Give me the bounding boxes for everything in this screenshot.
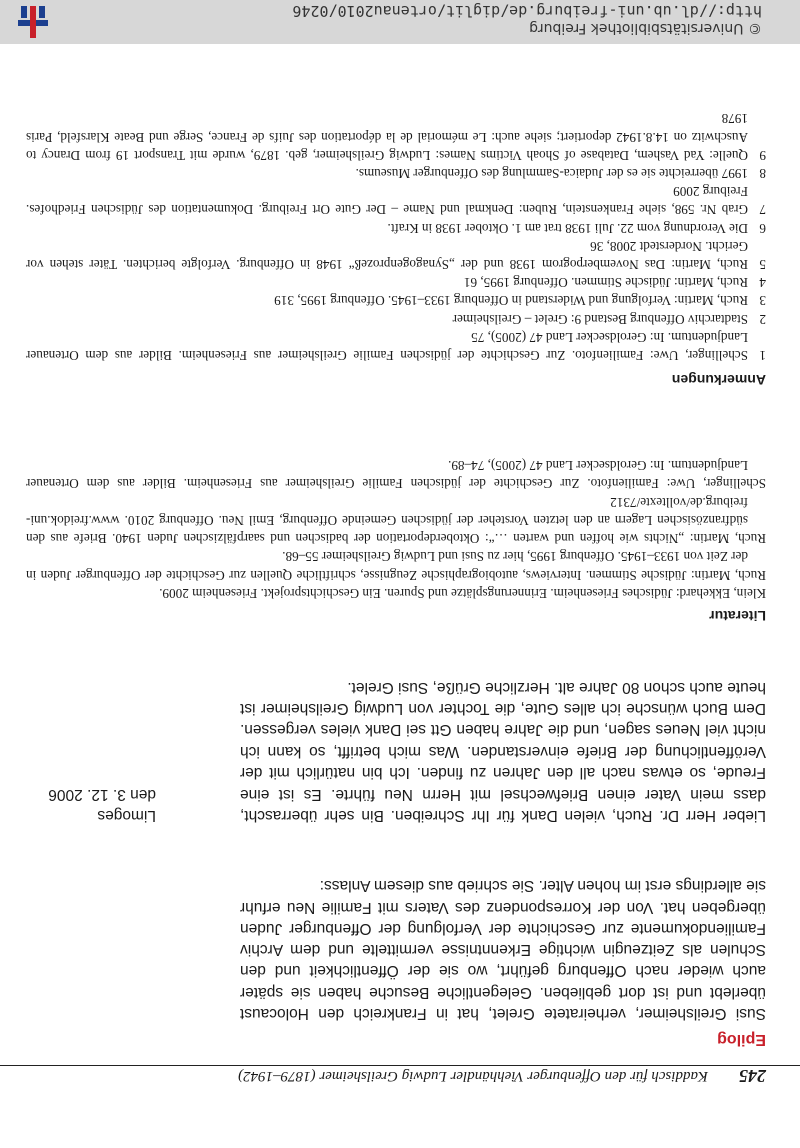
anmerkungen-heading: Anmerkungen — [671, 372, 766, 388]
footnote-number: 9 — [759, 147, 766, 163]
letter-text: Lieber Herr Dr. Ruch, vielen Dank für Ihr Schreiben. Bin sehr überrascht, dass mein Vater einen Briefwechsel mit Herrn Neu führte. Es ist eine Freude, so etwas nach all den Jahren zu finden. Ich bin natürlich mit der Veröffentlichung der Briefe einverstanden. Was mich betrifft, so kann ich nicht viel Neues sagen, und die Jahre haben Gtt sei Dank vieles vergessen. Dem Buch wünsche ich alles Gute, die Tochter von Ludwig Greilsheimer ist heute auch schon 80 Jahre alt. Herzliche Grüße, Susi Grelet. — [240, 678, 766, 824]
footnote-text: Schellinger, Uwe: Familienfoto. Zur Geschichte der jüdischen Familie Greilsheimer aus Friesenheim. Bilder aus dem Ortenauer Landjudentum. In: Geroldsecker Land 47 (2005), 75 — [26, 329, 748, 363]
document-url[interactable]: http://dl.ub.uni-freiburg.de/diglit/ortenau2010/0246 — [292, 2, 762, 20]
copyright-notice: © Universitätsbibliothek Freiburg — [529, 20, 762, 36]
footnote-number: 1 — [759, 348, 766, 363]
footnote-number: 3 — [759, 293, 766, 309]
page-number: 245 — [739, 1066, 766, 1086]
literatur-entry: Ruch, Martin: „Nichts wie hoffen und warten …“: Oktoberdeportation der badischen und saarpfälzischen Juden 1940. Briefe aus den südfranzösischen Lagern an den letzten Vorsteher der jüdischen Gemeinde Offenburg, Emil Neu. Offenburg 2010. www.freidok.uni-freiburg.de/volltexte/7312 — [26, 494, 766, 547]
literatur-entry: Ruch, Martin: Jüdische Stimmen. Interviews, autobiographische Zeugnisse, schriftliche Quellen zur Geschichte der Offenburger Juden in der Zeit von 1933–1945. Offenburg 1995, hier zu Susi und Ludwig Greilsheimer 55–68. — [26, 549, 766, 583]
footnote-text: Ruch, Martin: Jüdische Stimmen. Offenburg 1995, 61 — [463, 275, 748, 291]
footnote — [26, 291, 766, 309]
footnote — [26, 109, 766, 164]
footnote-text: Ruch, Martin: Verfolgung und Widerstand in Offenburg 1933–1945. Offenburg 1995, 319 — [274, 293, 748, 309]
footnote-text: Grab Nr. 598, siehe Frankenstein, Ruben: Denkmal und Name – Der Gute Ort Freiburg. Dokumentation des Jüdischen Friedhofes. Freiburg 2009 — [26, 184, 748, 218]
literatur-entry: Klein, Ekkehard: Jüdisches Friesenheim. Erinnerungsplätze und Spuren. Ein Geschichtsprojekt. Friesenheim 2009. — [159, 586, 766, 601]
literatur-entry: Schellinger, Uwe: Familienfoto. Zur Geschichte der jüdischen Familie Greilsheimer aus Friesenheim. Bilder aus dem Ortenauer Landjudentum. In: Geroldsecker Land 47 (2005), 74–89. — [26, 457, 766, 492]
document-url-bar — [0, 0, 800, 44]
footnote-text: Stadtarchiv Offenburg Bestand 9: Grelet – Greilsheimer — [452, 311, 748, 327]
footnote-number: 8 — [759, 165, 766, 181]
header-rule — [0, 1065, 800, 1066]
footnote — [26, 328, 766, 364]
footnote — [26, 309, 766, 327]
footnote — [26, 273, 766, 291]
letter-date: den 3. 12. 2006 — [48, 785, 156, 803]
footnote-number: 6 — [759, 220, 766, 236]
literatur-heading: Literatur — [709, 608, 766, 624]
footnote-text: 1997 überreichte sie es der Judaica-Sammlung des Offenburger Museums. — [355, 165, 748, 181]
literatur-list — [26, 456, 766, 602]
running-title: Kaddisch für den Offenburger Viehhändler Ludwig Greilsheimer (1879–1942) — [238, 1068, 708, 1084]
anmerkungen-list — [26, 109, 766, 364]
footnote — [26, 164, 766, 182]
letter-place: Limoges — [97, 807, 156, 824]
footnote-number: 7 — [759, 202, 766, 218]
epilog-heading: Epilog — [717, 1031, 766, 1048]
epilog-paragraph: Susi Greilsheimer, verheiratete Grelet, hat in Frankreich den Holocaust überlebt und ist dort geblieben. Gelegentliche Besuche haben sie später auch wieder nach Offenburg geführt, wo sie der Öffentlichkeit und den Schulen als Zeitzeugin wichtige Erkenntnisse vermittelte und dem Archiv Familiendokumente zur Geschichte der Verfolgung der Offenburger Juden übergeben hat. Von der Korrespondenz des Vaters mit Familie Neu erfuhr sie allerdings erst im hohen Alter. Sie schrieb aus diesem Anlass: — [240, 877, 766, 1022]
footnote-text: Ruch, Martin: Das Novemberpogrom 1938 und der „Synagogenprozeß“ 1948 in Offenburg. Verfolgte berichten. Täter stehen vor Gericht. Norderstedt 2008, 36 — [26, 238, 748, 272]
footnote-text: Quelle: Yad Vashem, Database of Shoah Victims Names: Ludwig Greilsheimer, geb. 1879, wurde mit Transport 19 from Drancy to Auschwitz on 14.8.1942 deportiert; siehe auch: Le mémorial de la déportation des Juifs de France, Serge und Beate Klarsfeld, Paris 1978 — [26, 111, 748, 163]
uni-freiburg-logo-icon — [18, 6, 48, 38]
footnote — [26, 182, 766, 218]
footnote — [26, 218, 766, 236]
footnote — [26, 237, 766, 273]
footnote-number: 2 — [759, 311, 766, 327]
letter-place-date — [46, 783, 156, 826]
footnote-number: 4 — [759, 275, 766, 291]
footnote-text: Die Verordnung vom 22. Juli 1938 trat am 1. Oktober 1938 in Kraft. — [387, 220, 748, 236]
footnote-number: 5 — [759, 256, 766, 272]
